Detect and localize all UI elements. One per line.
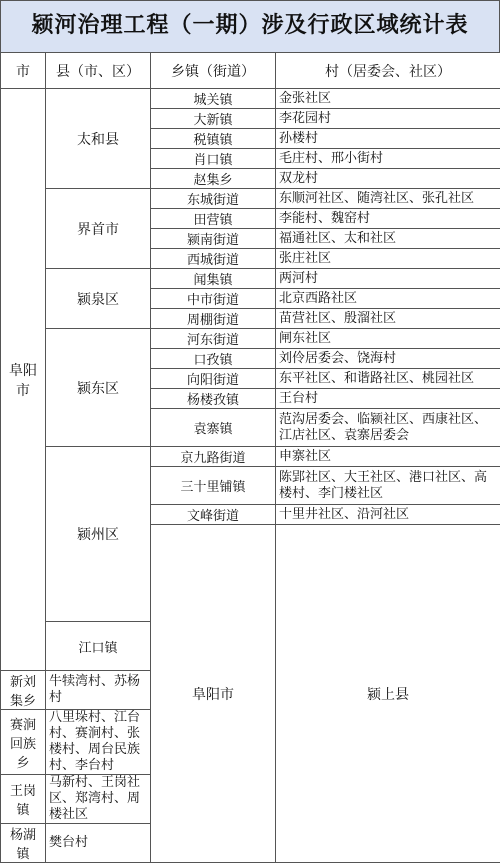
- village-cell: 福通社区、太和社区: [276, 229, 500, 249]
- town-cell: 肖口镇: [151, 149, 276, 169]
- town-cell: 江口镇: [46, 622, 151, 671]
- table-row: [1, 329, 500, 349]
- town-cell: 新刘集乡: [1, 671, 46, 710]
- header-town: 乡镇（街道）: [151, 53, 276, 89]
- town-cell: 赵集乡: [151, 169, 276, 189]
- village-cell: 苗营社区、殷溜社区: [276, 309, 500, 329]
- header-city: 市: [1, 53, 46, 89]
- village-cell: 东平社区、和谐路社区、桃园社区: [276, 369, 500, 389]
- village-cell: 申寨社区: [276, 447, 500, 467]
- region-table: [0, 52, 500, 863]
- town-cell: 赛涧回族乡: [1, 710, 46, 775]
- town-cell: 文峰街道: [151, 505, 276, 525]
- village-cell: 李能村、魏窑村: [276, 209, 500, 229]
- header-county: 县（市、区）: [46, 53, 151, 89]
- town-cell: 杨楼孜镇: [151, 389, 276, 409]
- village-cell: 八里垛村、江台村、赛涧村、张楼村、周台民族村、李台村: [46, 710, 151, 775]
- town-cell: 大新镇: [151, 109, 276, 129]
- table-row: [1, 447, 500, 467]
- town-cell: 周棚街道: [151, 309, 276, 329]
- town-cell: 税镇镇: [151, 129, 276, 149]
- town-cell: 闻集镇: [151, 269, 276, 289]
- town-cell: 口孜镇: [151, 349, 276, 369]
- table-row: [1, 269, 500, 289]
- header-row: [1, 53, 500, 89]
- county-cell: 太和县: [46, 89, 151, 189]
- county-cell: 颍上县: [276, 525, 500, 863]
- town-cell: 中市街道: [151, 289, 276, 309]
- city-cell: 阜阳市: [1, 89, 46, 671]
- county-cell: 颍东区: [46, 329, 151, 447]
- village-cell: 十里井社区、沿河社区: [276, 505, 500, 525]
- village-cell: 范沟居委会、临颍社区、西康社区、江店社区、袁寨居委会: [276, 409, 500, 447]
- village-cell: 牛犊湾村、苏杨村: [46, 671, 151, 710]
- town-cell: 向阳街道: [151, 369, 276, 389]
- table-body: [1, 89, 500, 863]
- village-cell: 刘伶居委会、饶海村: [276, 349, 500, 369]
- village-cell: 金张社区: [276, 89, 500, 109]
- town-cell: 河东街道: [151, 329, 276, 349]
- county-cell: 界首市: [46, 189, 151, 269]
- town-cell: 三十里铺镇: [151, 467, 276, 505]
- table-title: 颍河治理工程（一期）涉及行政区域统计表: [0, 0, 500, 52]
- town-cell: 田营镇: [151, 209, 276, 229]
- village-cell: 两河村: [276, 269, 500, 289]
- town-cell: 京九路街道: [151, 447, 276, 467]
- county-cell: 颍州区: [46, 447, 151, 622]
- town-cell: 袁寨镇: [151, 409, 276, 447]
- village-cell: 毛庄村、邢小街村: [276, 149, 500, 169]
- town-cell: 颍南街道: [151, 229, 276, 249]
- village-cell: 马新村、王岗社区、郑湾村、周楼社区: [46, 775, 151, 824]
- village-cell: 北京西路社区: [276, 289, 500, 309]
- village-cell: 李花园村: [276, 109, 500, 129]
- village-cell: 陈郢社区、大王社区、港口社区、高楼村、李门楼社区: [276, 467, 500, 505]
- village-cell: 王台村: [276, 389, 500, 409]
- village-cell: 张庄社区: [276, 249, 500, 269]
- town-cell: 西城街道: [151, 249, 276, 269]
- town-cell: 王岗镇: [1, 775, 46, 824]
- town-cell: 东城街道: [151, 189, 276, 209]
- village-cell: 双龙村: [276, 169, 500, 189]
- town-cell: 城关镇: [151, 89, 276, 109]
- village-cell: 东顺河社区、随湾社区、张孔社区: [276, 189, 500, 209]
- header-village: 村（居委会、社区）: [276, 53, 500, 89]
- village-cell: 樊台村: [46, 824, 151, 863]
- table-row: [1, 189, 500, 209]
- table-row: [1, 89, 500, 109]
- village-cell: 闸东社区: [276, 329, 500, 349]
- city-cell: 阜阳市: [151, 525, 276, 863]
- town-cell: 杨湖镇: [1, 824, 46, 863]
- village-cell: 孙楼村: [276, 129, 500, 149]
- county-cell: 颍泉区: [46, 269, 151, 329]
